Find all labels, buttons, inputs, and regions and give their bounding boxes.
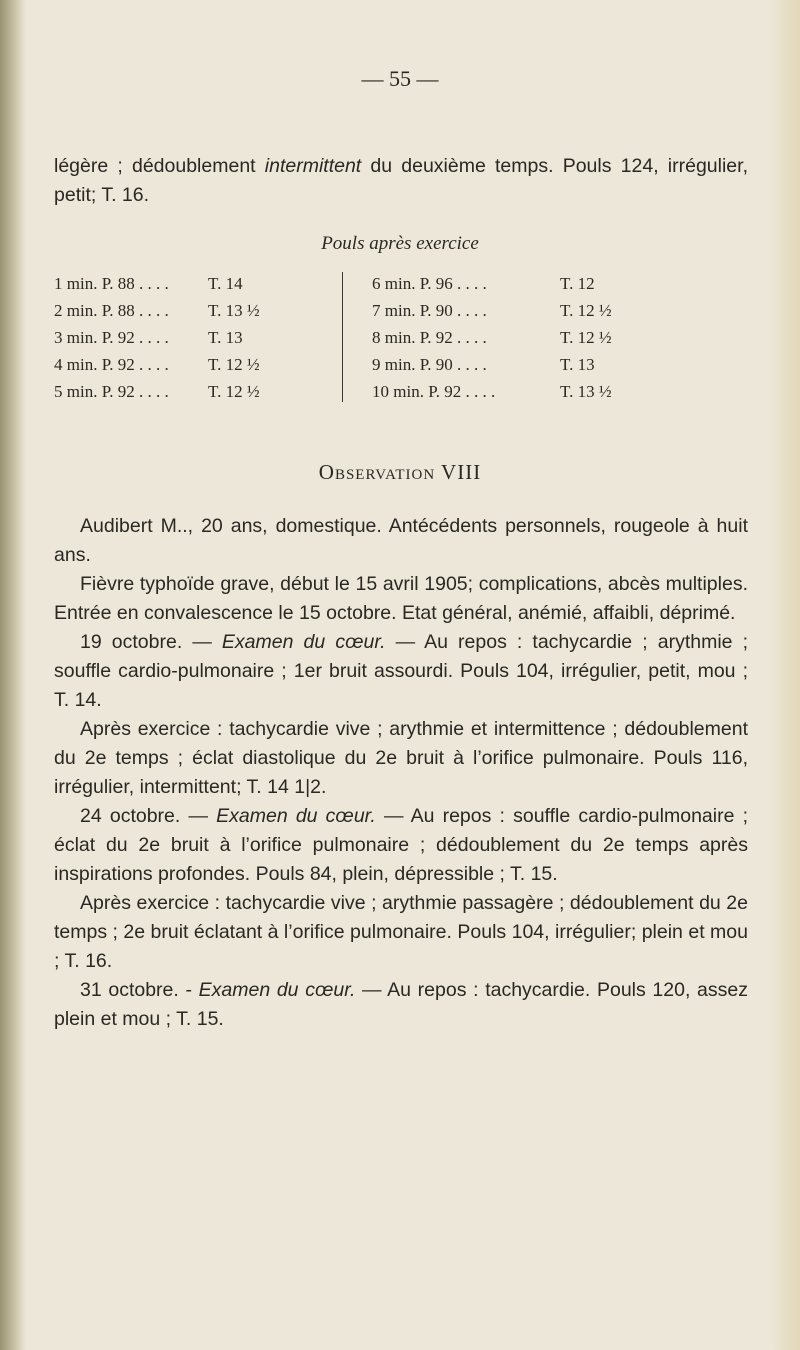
intro-text: légère ; dédoublement intermittent du deuxième temps. Pouls 124, irrégulier, petit; T. 16. xyxy=(54,155,748,206)
pulse-table-left-column xyxy=(54,270,340,405)
observation-body xyxy=(54,512,748,1034)
pulse-table-title: Pouls après exercice xyxy=(321,233,479,254)
page-right-edge xyxy=(770,0,800,1350)
page-left-edge xyxy=(0,0,26,1350)
table-row: 2 min. P. 88 . . . . T. 13 ½ xyxy=(54,301,260,320)
pulse-table-right-column xyxy=(372,270,748,405)
paragraph: Audibert M.., 20 ans, domestique. Antécédents personnels, rougeole à huit ans. xyxy=(54,515,748,566)
table-row: 1 min. P. 88 . . . . T. 14 xyxy=(54,274,243,293)
paragraph: 31 octobre. - Examen du cœur. — Au repos : tachycardie. Pouls 120, assez plein et mou ; T. 15. xyxy=(54,979,748,1030)
paragraph: 24 octobre. — Examen du cœur. — Au repos : souffle cardio-pulmonaire ; éclat du 2e bruit à l’orifice pulmonaire ; dédoublement du 2e temps après inspirations profondes. Pouls 84, plein, dépressible ; T. 15. xyxy=(54,805,749,885)
observation-heading: Observation VIII xyxy=(318,460,482,484)
paragraph: 19 octobre. — Examen du cœur. — Au repos : tachycardie ; arythmie ; souffle cardio-pulmonaire ; 1er bruit assourdi. Pouls 104, irrégulier, petit, mou ; T. 14. xyxy=(54,631,749,711)
paragraph: Après exercice : tachycardie vive ; arythmie passagère ; dédoublement du 2e temps ; 2e bruit éclatant à l’orifice pulmonaire. Pouls 104, irrégulier; plein et mou ; T. 16. xyxy=(54,892,748,972)
table-row: 3 min. P. 92 . . . . T. 13 xyxy=(54,328,243,347)
paragraph: Fièvre typhoïde grave, début le 15 avril 1905; complications, abcès multiples. Entrée en convalescence le 15 octobre. Etat général, anémié, affaibli, déprimé. xyxy=(54,573,748,624)
intro-paragraph xyxy=(54,152,748,210)
table-row: 10 min. P. 92 . . . . T. 13 ½ xyxy=(372,382,612,401)
table-row: 5 min. P. 92 . . . . T. 12 ½ xyxy=(54,382,260,401)
paragraph: Après exercice : tachycardie vive ; arythmie et intermittence ; dédoublement du 2e temps ; éclat diastolique du 2e bruit à l’orifice pulmonaire. Pouls 116, irrégulier, intermittent; T. 14 1|2. xyxy=(54,718,748,798)
table-row: 6 min. P. 96 . . . . T. 12 xyxy=(372,274,595,293)
table-row: 9 min. P. 90 . . . . T. 13 xyxy=(372,355,595,374)
table-column-divider xyxy=(342,272,343,402)
table-row: 8 min. P. 92 . . . . T. 12 ½ xyxy=(372,328,612,347)
page-number: — 55 — xyxy=(361,66,439,91)
table-row: 7 min. P. 90 . . . . T. 12 ½ xyxy=(372,301,612,320)
table-row: 4 min. P. 92 . . . . T. 12 ½ xyxy=(54,355,260,374)
pulse-table xyxy=(54,270,748,406)
